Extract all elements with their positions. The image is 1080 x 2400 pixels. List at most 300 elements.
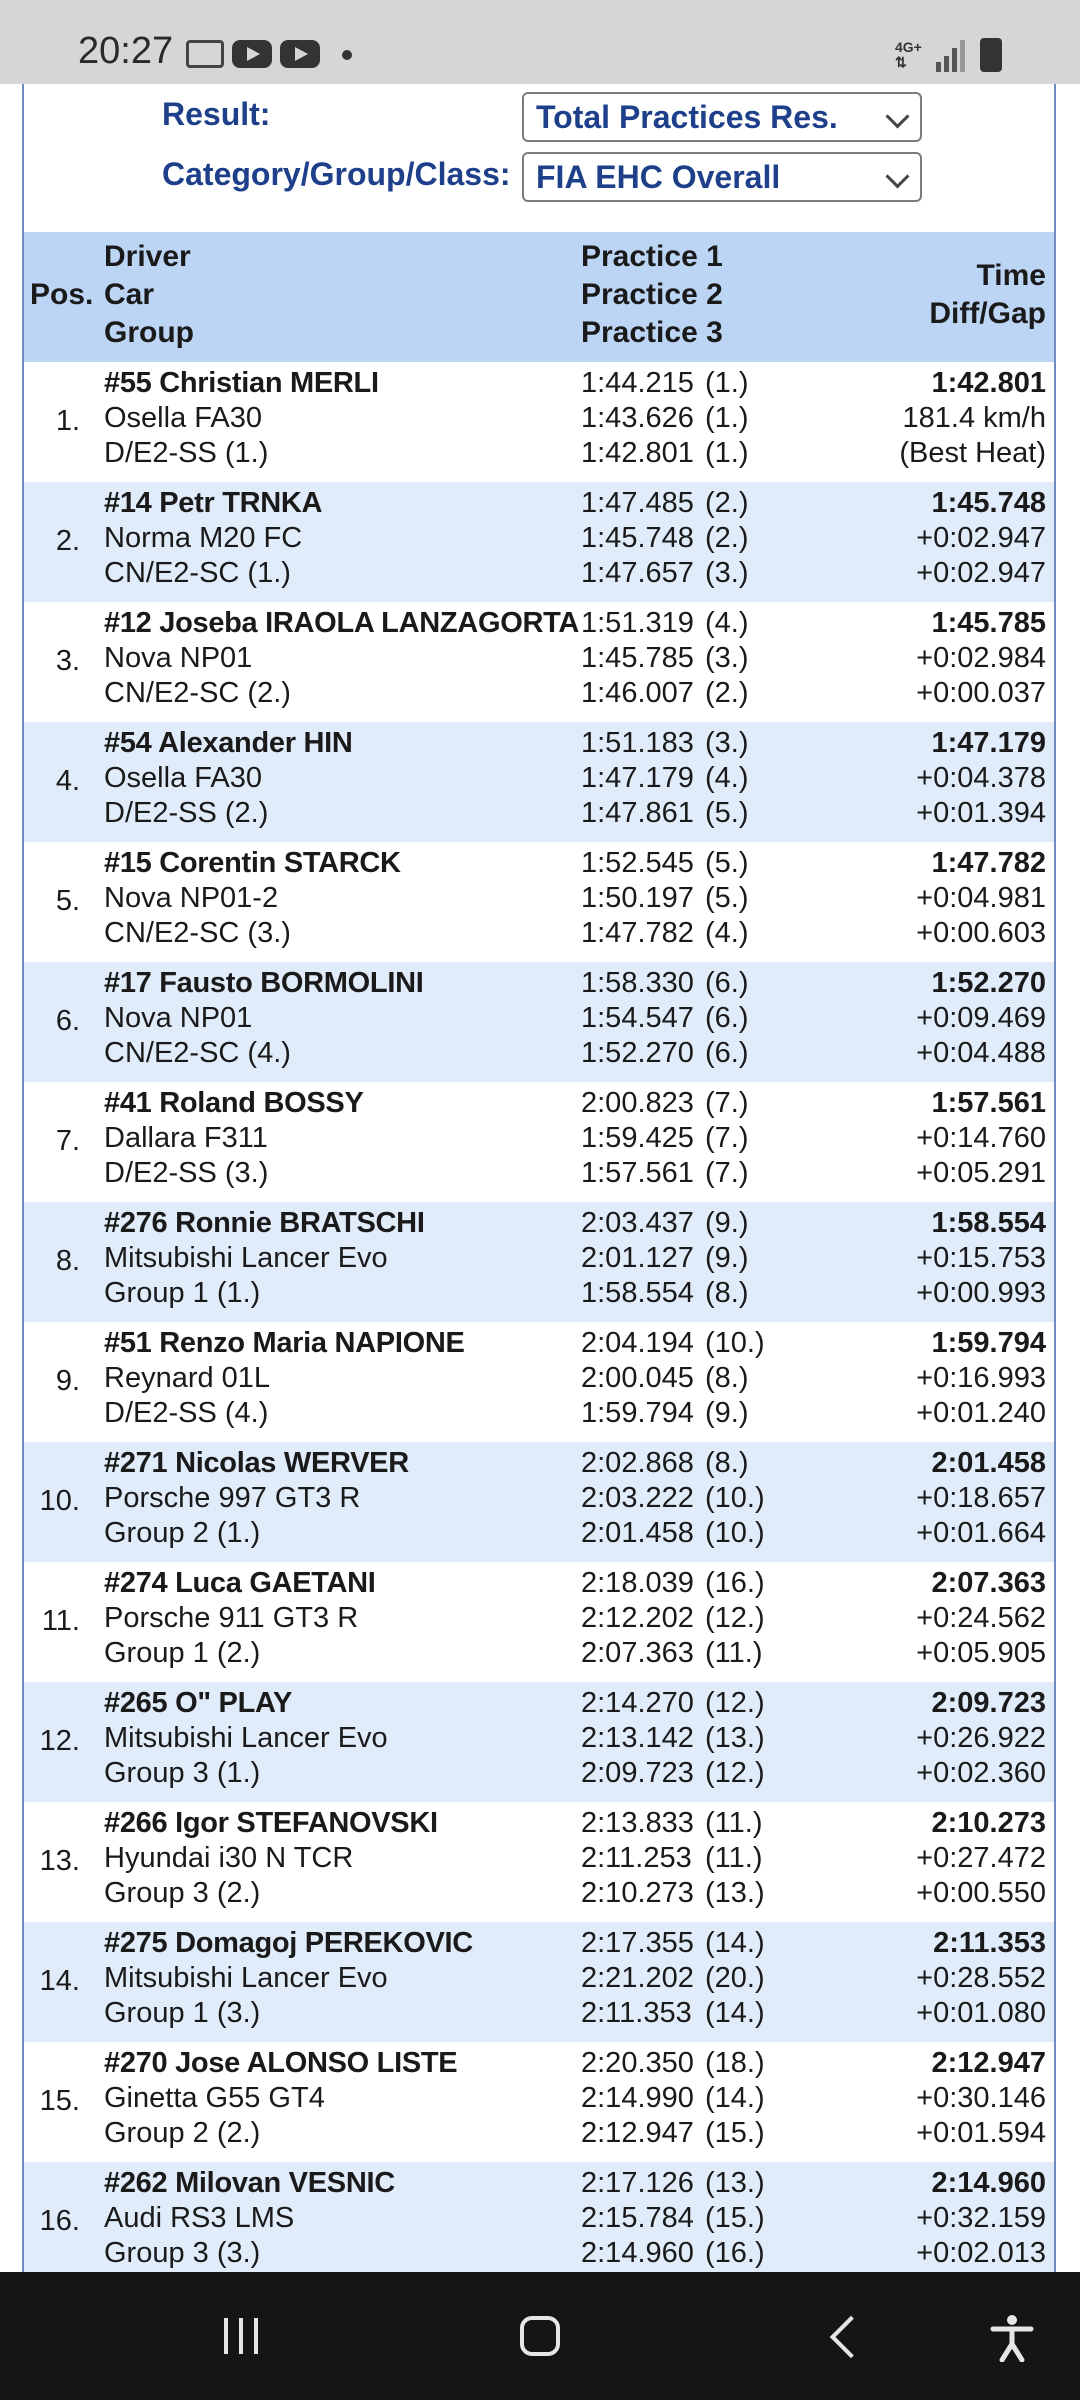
- row-practice-3-time: 1:57.561: [581, 1157, 694, 1189]
- table-row[interactable]: [24, 1562, 1054, 1682]
- table-row[interactable]: [24, 1322, 1054, 1442]
- row-practice-2-rank: (12.): [705, 1602, 765, 1634]
- row-best-time: 1:57.561: [931, 1087, 1046, 1119]
- row-diff: +0:04.378: [916, 762, 1046, 794]
- row-practice-1-time: 2:20.350: [581, 2047, 694, 2079]
- row-practices-cell: [581, 846, 749, 951]
- row-practice-3-rank: (7.): [705, 1157, 749, 1189]
- row-practice-2-rank: (1.): [705, 402, 749, 434]
- row-best-time: 2:09.723: [931, 1687, 1046, 1719]
- row-practice-1-rank: (2.): [705, 487, 749, 519]
- row-practice-2-time: 2:15.784: [581, 2202, 694, 2234]
- row-practice-1-rank: (8.): [705, 1447, 749, 1479]
- row-driver-name: #262 Milovan VESNIC: [104, 2167, 395, 2199]
- row-practice-2-time: 2:14.990: [581, 2082, 694, 2114]
- row-position: 1.: [55, 405, 80, 437]
- status-time: 20:27: [78, 30, 174, 72]
- row-car: Audi RS3 LMS: [104, 2202, 295, 2234]
- row-practice-2-rank: (13.): [705, 1722, 765, 1754]
- row-practice-3-rank: (2.): [705, 677, 749, 709]
- row-car: Dallara F311: [104, 1122, 268, 1154]
- row-practices-cell: [581, 2046, 765, 2151]
- battery-icon: [980, 38, 1002, 72]
- row-driver-cell: [104, 1686, 388, 1791]
- row-practice-3-time: 1:59.794: [581, 1397, 694, 1429]
- row-driver-name: #266 Igor STEFANOVSKI: [104, 1807, 438, 1839]
- header-time: [929, 257, 1046, 333]
- row-practice-2-time: 2:01.127: [581, 1242, 694, 1274]
- row-group: D/E2-SS (4.): [104, 1397, 269, 1429]
- category-label: Category/Group/Class:: [162, 156, 511, 192]
- notification-icon: [186, 40, 224, 68]
- network-label: 4G+: [895, 39, 922, 55]
- row-group: CN/E2-SC (4.): [104, 1037, 291, 1069]
- status-bar: [0, 0, 1080, 84]
- row-best-time: 2:11.353: [933, 1927, 1046, 1959]
- table-row[interactable]: [24, 722, 1054, 842]
- table-row[interactable]: [24, 1922, 1054, 2042]
- row-position: 4.: [55, 765, 80, 797]
- row-practice-3-time: 2:09.723: [581, 1757, 694, 1789]
- result-select-value: Total Practices Res.: [536, 99, 838, 135]
- row-practice-1-rank: (10.): [705, 1327, 765, 1359]
- row-practice-1-rank: (6.): [705, 967, 749, 999]
- row-practice-1-time: 2:18.039: [581, 1567, 694, 1599]
- row-practice-2-rank: (6.): [705, 1002, 749, 1034]
- row-position: 6.: [55, 1005, 80, 1037]
- row-gap: +0:02.013: [916, 2237, 1046, 2269]
- row-diff: +0:02.984: [916, 642, 1046, 674]
- row-position: 8.: [55, 1245, 80, 1277]
- results-page: [22, 84, 1056, 2272]
- navigation-bar: [0, 2272, 1080, 2400]
- row-best-time: 1:42.801: [931, 367, 1046, 399]
- row-car: Nova NP01: [104, 642, 253, 674]
- row-practices-cell: [581, 1326, 765, 1431]
- row-practice-1-time: 1:52.545: [581, 847, 694, 879]
- row-practice-2-rank: (8.): [705, 1362, 749, 1394]
- table-row[interactable]: [24, 362, 1054, 482]
- row-practice-1-rank: (7.): [705, 1087, 749, 1119]
- row-practice-1-rank: (3.): [705, 727, 749, 759]
- row-best-time: 1:47.782: [931, 847, 1046, 879]
- row-driver-name: #265 O" PLAY: [104, 1687, 293, 1719]
- row-group: Group 3 (2.): [104, 1877, 261, 1909]
- row-practice-1-rank: (1.): [705, 367, 749, 399]
- row-gap: +0:00.603: [916, 917, 1046, 949]
- table-row[interactable]: [24, 602, 1054, 722]
- row-driver-name: #271 Nicolas WERVER: [104, 1447, 409, 1479]
- row-practice-3-rank: (4.): [705, 917, 749, 949]
- header-group-label: Group: [104, 316, 194, 349]
- row-group: CN/E2-SC (2.): [104, 677, 291, 709]
- row-time-cell: [916, 1446, 1046, 1551]
- row-practice-2-time: 2:11.253: [581, 1842, 692, 1874]
- row-gap: +0:05.905: [916, 1637, 1046, 1669]
- row-best-time: 2:12.947: [931, 2047, 1046, 2079]
- row-group: Group 2 (1.): [104, 1517, 261, 1549]
- row-diff: +0:27.472: [916, 1842, 1046, 1874]
- row-practice-3-time: 2:01.458: [581, 1517, 694, 1549]
- row-driver-cell: [104, 966, 424, 1071]
- row-gap: +0:01.594: [916, 2117, 1046, 2149]
- row-time-cell: [916, 726, 1046, 831]
- header-diff-label: Diff/Gap: [929, 297, 1046, 330]
- row-practices-cell: [581, 1686, 765, 1791]
- row-gap: +0:00.037: [916, 677, 1046, 709]
- row-car: Mitsubishi Lancer Evo: [104, 1722, 388, 1754]
- header-practices: [581, 238, 723, 352]
- row-practice-1-time: 1:44.215: [581, 367, 694, 399]
- row-time-cell: [916, 1206, 1046, 1311]
- row-gap: +0:02.360: [916, 1757, 1046, 1789]
- row-driver-name: #276 Ronnie BRATSCHI: [104, 1207, 425, 1239]
- row-position: 14.: [39, 1965, 80, 1997]
- row-practice-1-rank: (14.): [705, 1927, 765, 1959]
- row-group: CN/E2-SC (1.): [104, 557, 291, 589]
- more-notifications-icon: [342, 50, 352, 60]
- row-practice-2-time: 1:43.626: [581, 402, 694, 434]
- row-car: Porsche 997 GT3 R: [104, 1482, 361, 1514]
- chevron-down-icon: [885, 164, 909, 188]
- row-position: 10.: [39, 1485, 80, 1517]
- row-practice-1-time: 1:51.319: [581, 607, 694, 639]
- row-practice-1-time: 2:04.194: [581, 1327, 694, 1359]
- header-driver-label: Driver: [104, 240, 191, 273]
- row-driver-name: #15 Corentin STARCK: [104, 847, 401, 879]
- row-best-time: 2:14.960: [931, 2167, 1046, 2199]
- row-best-time: 1:45.785: [931, 607, 1046, 639]
- youtube-icon: [232, 40, 272, 68]
- row-driver-cell: [104, 606, 579, 711]
- row-practice-3-rank: (15.): [705, 2117, 765, 2149]
- row-practice-1-rank: (16.): [705, 1567, 765, 1599]
- row-practice-3-rank: (11.): [705, 1637, 763, 1669]
- row-practice-3-rank: (5.): [705, 797, 749, 829]
- header-pos: Pos.: [30, 278, 94, 311]
- row-car: Osella FA30: [104, 402, 262, 434]
- row-driver-name: #55 Christian MERLI: [104, 367, 379, 399]
- row-car: Ginetta G55 GT4: [104, 2082, 325, 2114]
- row-position: 2.: [55, 525, 80, 557]
- row-practice-2-time: 1:45.748: [581, 522, 694, 554]
- row-practice-1-rank: (5.): [705, 847, 749, 879]
- category-select-value: FIA EHC Overall: [536, 159, 781, 195]
- row-position: 12.: [39, 1725, 80, 1757]
- home-button[interactable]: [520, 2316, 560, 2356]
- row-practices-cell: [581, 1806, 765, 1911]
- row-group: Group 1 (1.): [104, 1277, 261, 1309]
- header-car-label: Car: [104, 278, 155, 311]
- row-position: 7.: [55, 1125, 80, 1157]
- table-row[interactable]: [24, 2162, 1054, 2272]
- row-driver-cell: [104, 486, 322, 591]
- row-group: Group 2 (2.): [104, 2117, 261, 2149]
- row-practice-1-time: 2:13.833: [581, 1807, 694, 1839]
- row-group: Group 3 (3.): [104, 2237, 261, 2269]
- row-practices-cell: [581, 486, 749, 591]
- row-driver-cell: [104, 2166, 395, 2271]
- row-best-time: 1:47.179: [931, 727, 1046, 759]
- row-driver-cell: [104, 1206, 425, 1311]
- row-practice-2-rank: (4.): [705, 762, 749, 794]
- row-position: 16.: [39, 2205, 80, 2237]
- row-practice-3-time: 2:14.960: [581, 2237, 694, 2269]
- row-practice-1-rank: (13.): [705, 2167, 765, 2199]
- header-driver: [104, 238, 194, 352]
- row-car: Norma M20 FC: [104, 522, 303, 554]
- row-group: D/E2-SS (1.): [104, 437, 269, 469]
- row-practice-3-rank: (9.): [705, 1397, 749, 1429]
- table-row[interactable]: [24, 2042, 1054, 2162]
- row-practice-2-rank: (15.): [705, 2202, 765, 2234]
- row-car: Porsche 911 GT3 R: [104, 1602, 359, 1634]
- row-time-cell: [916, 2166, 1046, 2271]
- row-gap: +0:00.550: [916, 1877, 1046, 1909]
- chevron-down-icon: [885, 104, 909, 128]
- row-diff: +0:26.922: [916, 1722, 1046, 1754]
- row-driver-cell: [104, 1926, 473, 2031]
- row-practice-3-rank: (13.): [705, 1877, 765, 1909]
- table-header: [24, 232, 1054, 362]
- row-position: 3.: [55, 645, 80, 677]
- row-driver-name: #51 Renzo Maria NAPIONE: [104, 1327, 465, 1359]
- row-driver-name: #17 Fausto BORMOLINI: [104, 967, 424, 999]
- row-practice-3-time: 2:10.273: [581, 1877, 694, 1909]
- row-gap: +0:01.240: [916, 1397, 1046, 1429]
- header-practice-2: Practice 2: [581, 278, 723, 311]
- row-gap: +0:00.993: [916, 1277, 1046, 1309]
- row-practice-2-time: 1:54.547: [581, 1002, 694, 1034]
- row-group: Group 1 (3.): [104, 1997, 261, 2029]
- row-position: 11.: [41, 1605, 80, 1637]
- row-group: CN/E2-SC (3.): [104, 917, 291, 949]
- row-time-cell: [916, 1686, 1046, 1791]
- row-diff: 181.4 km/h: [902, 402, 1046, 434]
- row-best-time: 1:58.554: [931, 1207, 1046, 1239]
- row-diff: +0:02.947: [916, 522, 1046, 554]
- row-car: Nova NP01-2: [104, 882, 279, 914]
- row-practice-2-rank: (5.): [705, 882, 749, 914]
- table-row[interactable]: [24, 1082, 1054, 1202]
- result-select[interactable]: [522, 92, 922, 142]
- row-diff: +0:18.657: [916, 1482, 1046, 1514]
- row-practice-3-rank: (6.): [705, 1037, 749, 1069]
- row-practice-2-time: 1:59.425: [581, 1122, 694, 1154]
- row-practice-2-time: 2:03.222: [581, 1482, 694, 1514]
- row-position: 13.: [39, 1845, 80, 1877]
- row-group: D/E2-SS (2.): [104, 797, 269, 829]
- row-practice-3-rank: (3.): [705, 557, 749, 589]
- row-time-cell: [916, 1806, 1046, 1911]
- row-practice-1-time: 1:47.485: [581, 487, 694, 519]
- network-type: 4G+ ⇅: [895, 39, 922, 70]
- row-diff: +0:16.993: [916, 1362, 1046, 1394]
- row-driver-cell: [104, 2046, 457, 2151]
- row-time-cell: [916, 606, 1046, 711]
- row-diff: +0:04.981: [916, 882, 1046, 914]
- row-practice-2-rank: (9.): [705, 1242, 749, 1274]
- row-car: Reynard 01L: [104, 1362, 271, 1394]
- row-practices-cell: [581, 1086, 749, 1191]
- row-car: Mitsubishi Lancer Evo: [104, 1962, 388, 1994]
- row-practice-2-time: 1:47.179: [581, 762, 694, 794]
- row-practice-2-rank: (20.): [705, 1962, 765, 1994]
- row-practice-1-rank: (11.): [705, 1807, 763, 1839]
- row-driver-name: #41 Roland BOSSY: [104, 1087, 364, 1119]
- row-best-time: 1:45.748: [931, 487, 1046, 519]
- row-practices-cell: [581, 726, 749, 831]
- row-practice-2-time: 2:21.202: [581, 1962, 694, 1994]
- table-row[interactable]: [24, 842, 1054, 962]
- row-practice-3-time: 1:46.007: [581, 677, 694, 709]
- row-driver-cell: [104, 1446, 409, 1551]
- row-driver-cell: [104, 1566, 376, 1671]
- row-gap: +0:01.664: [916, 1517, 1046, 1549]
- row-diff: +0:28.552: [916, 1962, 1046, 1994]
- row-practice-1-time: 2:03.437: [581, 1207, 694, 1239]
- row-practice-1-rank: (4.): [705, 607, 749, 639]
- row-practice-3-time: 2:11.353: [581, 1997, 692, 2029]
- table-row[interactable]: [24, 962, 1054, 1082]
- row-practice-3-rank: (14.): [705, 1997, 765, 2029]
- row-practices-cell: [581, 1206, 749, 1311]
- row-diff: +0:24.562: [916, 1602, 1046, 1634]
- row-best-time: 1:52.270: [931, 967, 1046, 999]
- row-practice-2-rank: (11.): [705, 1842, 763, 1874]
- row-practices-cell: [581, 366, 749, 471]
- row-practice-3-rank: (16.): [705, 2237, 765, 2269]
- accessibility-icon[interactable]: [990, 2314, 1034, 2362]
- row-gap: (Best Heat): [899, 437, 1046, 469]
- row-practice-1-rank: (9.): [705, 1207, 749, 1239]
- row-gap: +0:04.488: [916, 1037, 1046, 1069]
- row-practice-2-rank: (7.): [705, 1122, 749, 1154]
- header-time-label: Time: [976, 259, 1046, 292]
- row-best-time: 1:59.794: [931, 1327, 1046, 1359]
- row-practice-2-rank: (14.): [705, 2082, 765, 2114]
- row-practice-2-time: 1:45.785: [581, 642, 694, 674]
- row-practice-1-time: 2:14.270: [581, 1687, 694, 1719]
- row-car: Hyundai i30 N TCR: [104, 1842, 354, 1874]
- table-row[interactable]: [24, 1202, 1054, 1322]
- category-select[interactable]: [522, 152, 922, 202]
- row-group: Group 1 (2.): [104, 1637, 261, 1669]
- row-driver-name: #12 Joseba IRAOLA LANZAGORTA: [104, 607, 579, 639]
- row-driver-name: #270 Jose ALONSO LISTE: [104, 2047, 458, 2079]
- row-diff: +0:30.146: [916, 2082, 1046, 2114]
- header-practice-3: Practice 3: [581, 316, 723, 349]
- row-practice-2-rank: (10.): [705, 1482, 765, 1514]
- row-driver-cell: [104, 846, 401, 951]
- table-row[interactable]: [24, 482, 1054, 602]
- row-practices-cell: [581, 1926, 765, 2031]
- row-diff: +0:32.159: [916, 2202, 1046, 2234]
- row-practice-1-rank: (12.): [705, 1687, 765, 1719]
- table-row[interactable]: [24, 1802, 1054, 1922]
- row-time-cell: [916, 486, 1046, 591]
- row-practices-cell: [581, 606, 749, 711]
- row-time-cell: [899, 366, 1046, 471]
- row-practice-1-time: 1:58.330: [581, 967, 694, 999]
- row-driver-name: #54 Alexander HIN: [104, 727, 353, 759]
- row-time-cell: [916, 846, 1046, 951]
- row-practice-2-time: 2:00.045: [581, 1362, 694, 1394]
- row-practice-1-time: 2:02.868: [581, 1447, 694, 1479]
- row-diff: +0:14.760: [916, 1122, 1046, 1154]
- row-practices-cell: [581, 966, 749, 1071]
- row-practice-3-time: 2:07.363: [581, 1637, 694, 1669]
- row-gap: +0:01.394: [916, 797, 1046, 829]
- row-time-cell: [916, 1326, 1046, 1431]
- row-practice-2-rank: (2.): [705, 522, 749, 554]
- row-practice-2-rank: (3.): [705, 642, 749, 674]
- row-practice-3-rank: (12.): [705, 1757, 765, 1789]
- table-row[interactable]: [24, 1682, 1054, 1802]
- row-driver-cell: [104, 726, 353, 831]
- results-table: [24, 362, 1054, 2272]
- row-practice-3-time: 1:58.554: [581, 1277, 694, 1309]
- row-gap: +0:02.947: [916, 557, 1046, 589]
- back-button[interactable]: [830, 2316, 872, 2358]
- row-practice-3-time: 1:47.861: [581, 797, 694, 829]
- row-position: 15.: [39, 2085, 80, 2117]
- row-car: Nova NP01: [104, 1002, 253, 1034]
- signal-icon: [936, 38, 970, 72]
- row-driver-name: #275 Domagoj PEREKOVIC: [104, 1927, 473, 1959]
- row-driver-cell: [104, 1086, 364, 1191]
- row-group: Group 3 (1.): [104, 1757, 261, 1789]
- header-practice-1: Practice 1: [581, 240, 723, 273]
- row-practice-3-time: 1:52.270: [581, 1037, 694, 1069]
- row-practice-1-time: 2:00.823: [581, 1087, 694, 1119]
- row-practice-2-time: 2:13.142: [581, 1722, 694, 1754]
- row-driver-cell: [104, 366, 379, 471]
- row-time-cell: [916, 2046, 1046, 2151]
- row-practices-cell: [581, 1566, 765, 1671]
- row-driver-cell: [104, 1806, 438, 1911]
- row-practice-2-time: 1:50.197: [581, 882, 694, 914]
- row-car: Mitsubishi Lancer Evo: [104, 1242, 388, 1274]
- row-driver-cell: [104, 1326, 465, 1431]
- recents-button[interactable]: [222, 2318, 260, 2354]
- row-driver-name: #14 Petr TRNKA: [104, 487, 323, 519]
- row-gap: +0:01.080: [916, 1997, 1046, 2029]
- row-practice-3-rank: (8.): [705, 1277, 749, 1309]
- row-best-time: 2:10.273: [931, 1807, 1046, 1839]
- row-time-cell: [916, 966, 1046, 1071]
- row-practice-3-time: 1:42.801: [581, 437, 694, 469]
- row-diff: +0:09.469: [916, 1002, 1046, 1034]
- row-practices-cell: [581, 1446, 765, 1551]
- row-practice-3-time: 2:12.947: [581, 2117, 694, 2149]
- row-practice-3-time: 1:47.782: [581, 917, 694, 949]
- row-practice-2-time: 2:12.202: [581, 1602, 694, 1634]
- row-car: Osella FA30: [104, 762, 262, 794]
- row-position: 5.: [55, 885, 80, 917]
- row-diff: +0:15.753: [916, 1242, 1046, 1274]
- row-practice-3-rank: (10.): [705, 1517, 765, 1549]
- row-practice-1-time: 1:51.183: [581, 727, 694, 759]
- row-practice-1-time: 2:17.126: [581, 2167, 694, 2199]
- row-best-time: 2:07.363: [931, 1567, 1046, 1599]
- row-practices-cell: [581, 2166, 765, 2271]
- row-position: 9.: [55, 1365, 80, 1397]
- table-row[interactable]: [24, 1442, 1054, 1562]
- row-time-cell: [916, 1566, 1046, 1671]
- row-time-cell: [916, 1086, 1046, 1191]
- youtube-icon: [280, 40, 320, 68]
